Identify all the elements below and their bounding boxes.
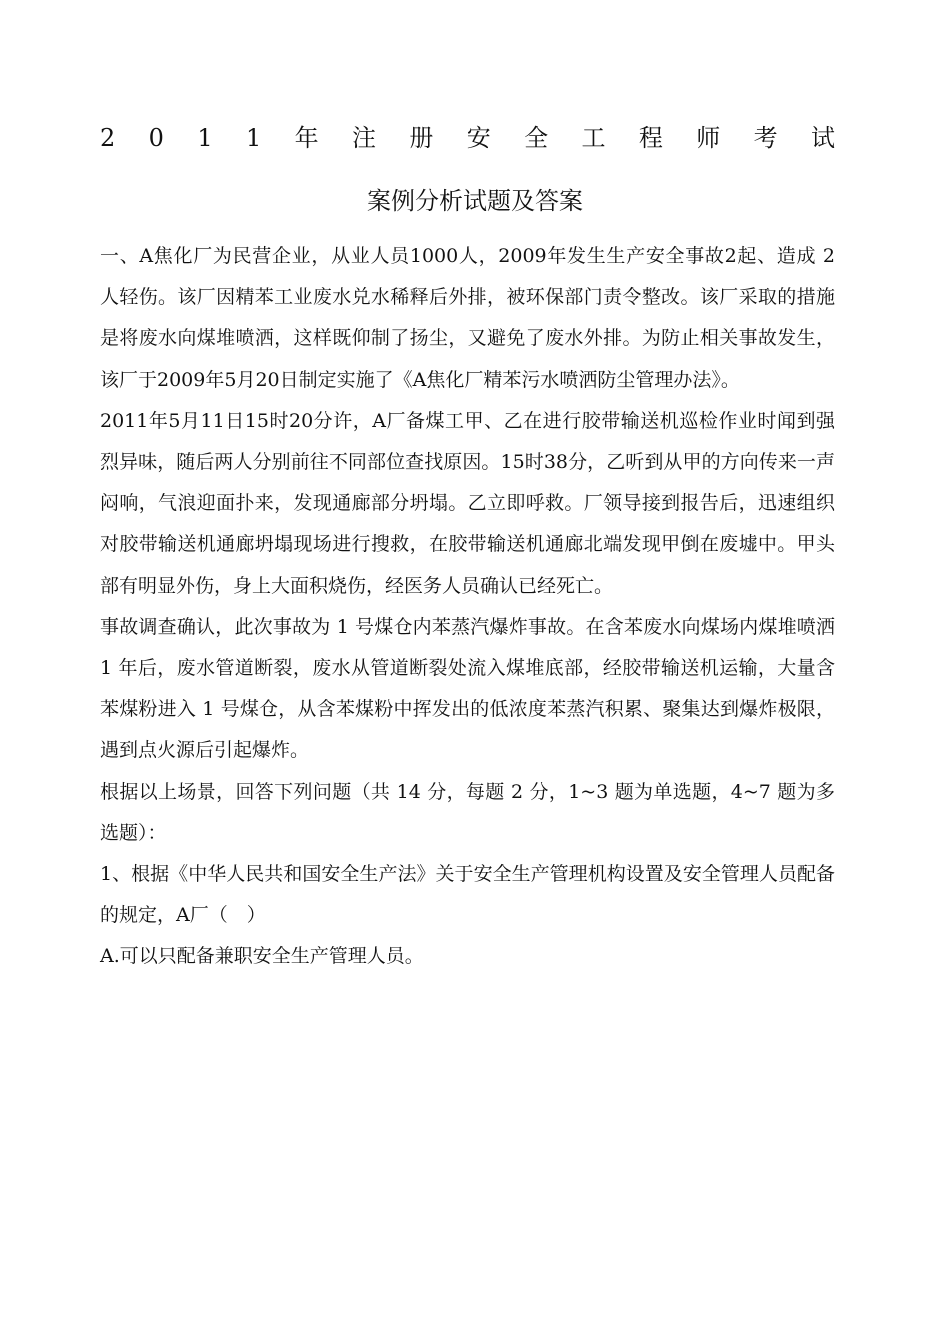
title-char: 年 bbox=[294, 124, 319, 152]
title-char: 考 bbox=[753, 124, 778, 152]
title-char: 工 bbox=[581, 124, 606, 152]
paragraph-option-a: A.可以只配备兼职安全生产管理人员。 bbox=[100, 945, 424, 968]
document-subtitle: 案例分析试题及答案 bbox=[367, 187, 583, 215]
title-char: 安 bbox=[466, 124, 491, 152]
document-body bbox=[100, 236, 835, 978]
title-char: 注 bbox=[352, 124, 376, 152]
title-char: 2 bbox=[100, 124, 116, 152]
title-char: 册 bbox=[409, 124, 434, 152]
title-char: 0 bbox=[148, 124, 164, 152]
paragraph-investigation: 事故调查确认，此次事故为 1 号煤仓内苯蒸汽爆炸事故。在含苯废水向煤场内煤堆喷洒 1 年后，废水管道断裂，废水从管道断裂处流入煤堆底部，经胶带输送机运输，大量含苯煤粉进入 1 号煤仓，从含苯煤粉中挥发出的低浓度苯蒸汽积累、聚集达到爆炸极限，遇到点火源后引起爆炸。 bbox=[100, 615, 835, 762]
title-char: 程 bbox=[638, 124, 663, 152]
paragraph-case-intro: 一、A焦化厂为民营企业，从业人员1000人，2009年发生生产安全事故2起、造成 2 人轻伤。该厂因精苯工业废水兑水稀释后外排，被环保部门责令整改。该厂采取的措施是将废水向煤堆喷洒，这样既仰制了扬尘，又避免了废水外排。为防止相关事故发生，该厂于2009年5月20日制定实施了《A焦化厂精苯污水喷洒防尘管理办法》。 bbox=[100, 245, 835, 391]
title-char: 全 bbox=[524, 124, 549, 152]
title-char: 1 bbox=[197, 124, 213, 152]
title-char: 试 bbox=[811, 124, 835, 152]
paragraph-instructions: 根据以上场景，回答下列问题（共 14 分，每题 2 分，1~3 题为单选题，4~7 题为多选题）： bbox=[100, 780, 835, 844]
title-char: 师 bbox=[696, 124, 721, 152]
title-char: 1 bbox=[245, 124, 262, 152]
paragraph-question-1: 1、根据《中华人民共和国安全生产法》关于安全生产管理机构设置及安全管理人员配备的规定，A厂（ ） bbox=[100, 863, 835, 927]
paragraph-incident: 2011年5月11日15时20分许，A厂备煤工甲、乙在进行胶带输送机巡检作业时闻到强烈异味，随后两人分别前往不同部位查找原因。15时38分，乙听到从甲的方向传来一声闷响，气浪迎面扑来，发现通廊部分坍塌。乙立即呼救。厂领导接到报告后，迅速组织对胶带输送机通廊坍塌现场进行搜救，在胶带输送机通廊北端发现甲倒在废墟中。甲头部有明显外伤，身上大面积烧伤，经医务人员确认已经死亡。 bbox=[100, 409, 835, 597]
document-title bbox=[100, 118, 835, 158]
